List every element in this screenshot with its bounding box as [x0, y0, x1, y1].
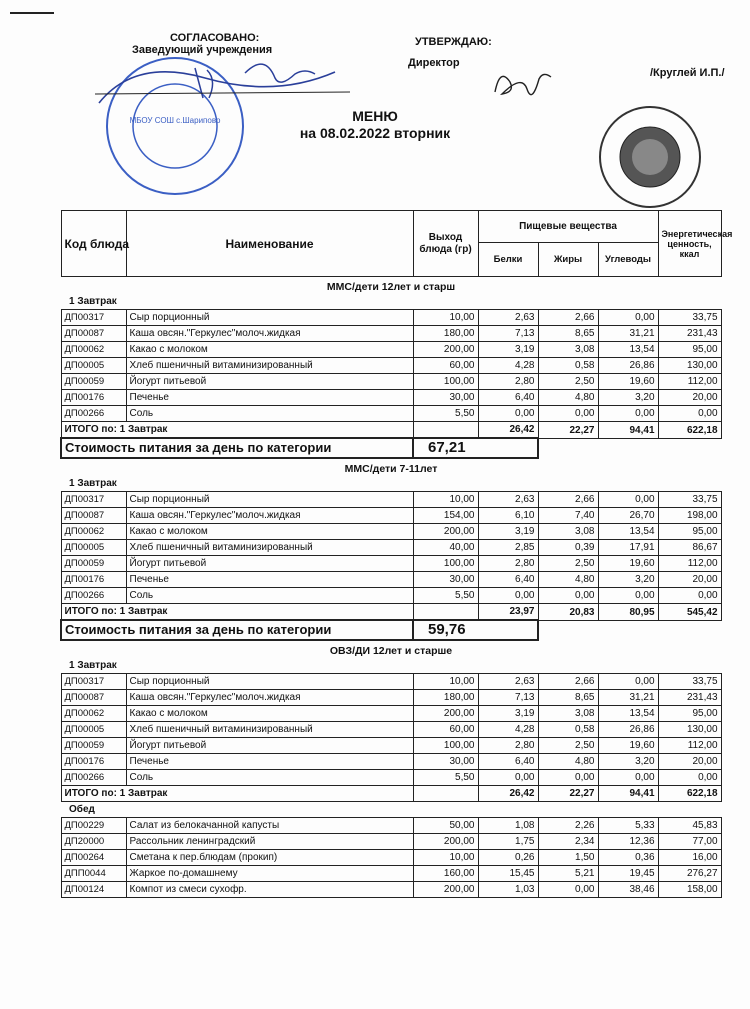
- table-row: [61, 556, 721, 572]
- approved-label: СОГЛАСОВАНО:: [170, 32, 260, 44]
- total-label: ИТОГО по: 1 Завтрак: [61, 786, 413, 802]
- dish-energy: 77,00: [658, 834, 721, 850]
- table-row: [61, 866, 721, 882]
- dish-output: 10,00: [413, 492, 478, 508]
- dish-output: 200,00: [413, 882, 478, 898]
- dish-energy: 0,00: [658, 406, 721, 422]
- dish-energy: 86,67: [658, 540, 721, 556]
- dish-code: ДП00087: [61, 508, 126, 524]
- dish-code: ДП00059: [61, 374, 126, 390]
- dish-protein: 4,28: [478, 722, 538, 738]
- cost-empty: [538, 438, 721, 458]
- dish-output: 160,00: [413, 866, 478, 882]
- dish-energy: 95,00: [658, 706, 721, 722]
- menu-table: [60, 210, 733, 898]
- dish-name: Салат из белокачанной капусты: [126, 818, 413, 834]
- dish-code: ДП00059: [61, 738, 126, 754]
- dish-fat: 8,65: [538, 326, 598, 342]
- dish-fat: 2,50: [538, 374, 598, 390]
- dish-carbs: 0,00: [598, 588, 658, 604]
- dish-name: Какао с молоком: [126, 524, 413, 540]
- cost-label: Стоимость питания за день по категории: [61, 620, 413, 640]
- total-fat: 20,83: [538, 604, 598, 621]
- dish-protein: 0,00: [478, 770, 538, 786]
- dish-output: 200,00: [413, 834, 478, 850]
- dish-energy: 16,00: [658, 850, 721, 866]
- dish-protein: 2,80: [478, 738, 538, 754]
- table-row: [61, 508, 721, 524]
- cost-row: [61, 438, 721, 458]
- dish-protein: 2,85: [478, 540, 538, 556]
- dish-carbs: 26,70: [598, 508, 658, 524]
- dish-code: ДП00317: [61, 674, 126, 690]
- dish-fat: 0,00: [538, 588, 598, 604]
- dish-protein: 7,13: [478, 326, 538, 342]
- dish-code: ДП00062: [61, 706, 126, 722]
- dish-energy: 112,00: [658, 738, 721, 754]
- cost-label: Стоимость питания за день по категории: [61, 438, 413, 458]
- dish-fat: 3,08: [538, 706, 598, 722]
- dish-fat: 2,66: [538, 674, 598, 690]
- table-row: [61, 738, 721, 754]
- dish-fat: 2,66: [538, 492, 598, 508]
- table-row: [61, 818, 721, 834]
- dish-fat: 0,39: [538, 540, 598, 556]
- dish-protein: 2,63: [478, 674, 538, 690]
- dish-name: Хлеб пшеничный витаминизированный: [126, 358, 413, 374]
- section-title: ММС/дети 12лет и старш: [326, 280, 456, 293]
- dish-fat: 4,80: [538, 754, 598, 770]
- director-label: Директор: [408, 57, 460, 69]
- dish-carbs: 5,33: [598, 818, 658, 834]
- table-row: [61, 540, 721, 556]
- meal-row: [61, 658, 721, 674]
- dish-protein: 15,45: [478, 866, 538, 882]
- dish-protein: 0,26: [478, 850, 538, 866]
- dish-protein: 1,08: [478, 818, 538, 834]
- dish-name: Печенье: [126, 572, 413, 588]
- dish-energy: 0,00: [658, 588, 721, 604]
- table-row: [61, 342, 721, 358]
- dish-fat: 3,08: [538, 524, 598, 540]
- dish-carbs: 19,60: [598, 374, 658, 390]
- dish-carbs: 0,00: [598, 674, 658, 690]
- table-row: [61, 358, 721, 374]
- dish-fat: 2,50: [538, 556, 598, 572]
- table-row: [61, 492, 721, 508]
- dish-name: Соль: [126, 770, 413, 786]
- dish-carbs: 0,00: [598, 492, 658, 508]
- dish-code: ДП00062: [61, 524, 126, 540]
- dish-name: Компот из смеси сухофр.: [126, 882, 413, 898]
- dish-code: ДП00317: [61, 310, 126, 326]
- meal-row: [61, 802, 721, 818]
- dish-code: ДП00124: [61, 882, 126, 898]
- meal-name: 1 Завтрак: [69, 477, 117, 489]
- dish-output: 100,00: [413, 738, 478, 754]
- dish-protein: 3,19: [478, 706, 538, 722]
- col-code: Код блюда: [61, 211, 126, 277]
- col-energy: Энергетическая ценность, ккал: [658, 211, 721, 277]
- dish-protein: 2,80: [478, 556, 538, 572]
- total-label: ИТОГО по: 1 Завтрак: [61, 604, 413, 621]
- stamp-text: МБОУ СОШ с.Шарипово: [129, 116, 221, 125]
- dish-energy: 231,43: [658, 326, 721, 342]
- dish-fat: 1,50: [538, 850, 598, 866]
- dish-name: Каша овсян."Геркулес"молоч.жидкая: [126, 690, 413, 706]
- col-fat: Жиры: [538, 243, 598, 277]
- col-output: Выход блюда (гр): [413, 211, 478, 277]
- director-signature: [490, 62, 560, 102]
- dish-output: 154,00: [413, 508, 478, 524]
- dish-fat: 5,21: [538, 866, 598, 882]
- dish-carbs: 13,54: [598, 706, 658, 722]
- dish-energy: 158,00: [658, 882, 721, 898]
- dish-name: Хлеб пшеничный витаминизированный: [126, 722, 413, 738]
- cost-row: [61, 620, 721, 640]
- table-row: [61, 374, 721, 390]
- dish-fat: 0,00: [538, 882, 598, 898]
- section-row: [61, 640, 721, 658]
- dish-carbs: 0,00: [598, 310, 658, 326]
- dish-carbs: 3,20: [598, 754, 658, 770]
- dish-output: 30,00: [413, 572, 478, 588]
- dish-name: Каша овсян."Геркулес"молоч.жидкая: [126, 508, 413, 524]
- table-row: [61, 588, 721, 604]
- total-energy: 622,18: [658, 422, 721, 439]
- dish-protein: 0,00: [478, 406, 538, 422]
- dish-name: Йогурт питьевой: [126, 374, 413, 390]
- dish-energy: 198,00: [658, 508, 721, 524]
- dish-protein: 6,40: [478, 572, 538, 588]
- dish-code: ДП00266: [61, 770, 126, 786]
- dish-name: Йогурт питьевой: [126, 556, 413, 572]
- dish-carbs: 12,36: [598, 834, 658, 850]
- confirm-label: УТВЕРЖДАЮ:: [415, 36, 492, 48]
- director-name: /Круглей И.П./: [650, 67, 725, 79]
- dish-name: Рассольник ленинградский: [126, 834, 413, 850]
- meal-row: [61, 294, 721, 310]
- cost-value: 67,21: [413, 438, 538, 458]
- dish-energy: 112,00: [658, 556, 721, 572]
- dish-protein: 7,13: [478, 690, 538, 706]
- dish-protein: 0,00: [478, 588, 538, 604]
- total-output-empty: [413, 422, 478, 439]
- dish-fat: 3,08: [538, 342, 598, 358]
- cost-empty: [538, 620, 721, 640]
- table-row: [61, 850, 721, 866]
- dish-output: 60,00: [413, 358, 478, 374]
- dish-carbs: 26,86: [598, 722, 658, 738]
- total-carbs: 80,95: [598, 604, 658, 621]
- dish-name: Какао с молоком: [126, 706, 413, 722]
- dish-output: 10,00: [413, 674, 478, 690]
- total-protein: 23,97: [478, 604, 538, 621]
- dish-code: ДП00176: [61, 390, 126, 406]
- dish-output: 30,00: [413, 390, 478, 406]
- dish-output: 5,50: [413, 406, 478, 422]
- dish-code: ДП00264: [61, 850, 126, 866]
- dish-protein: 1,75: [478, 834, 538, 850]
- table-row: [61, 572, 721, 588]
- dish-output: 200,00: [413, 706, 478, 722]
- table-row: [61, 882, 721, 898]
- dish-protein: 2,80: [478, 374, 538, 390]
- dish-name: Соль: [126, 406, 413, 422]
- dish-energy: 33,75: [658, 492, 721, 508]
- dish-name: Печенье: [126, 390, 413, 406]
- dish-protein: 2,63: [478, 492, 538, 508]
- table-row: [61, 690, 721, 706]
- dish-fat: 2,34: [538, 834, 598, 850]
- total-output-empty: [413, 786, 478, 802]
- meal-name: 1 Завтрак: [69, 659, 117, 671]
- dish-output: 50,00: [413, 818, 478, 834]
- dish-protein: 6,10: [478, 508, 538, 524]
- table-row: [61, 834, 721, 850]
- dish-energy: 33,75: [658, 674, 721, 690]
- total-protein: 26,42: [478, 786, 538, 802]
- dish-carbs: 3,20: [598, 572, 658, 588]
- col-name: Наименование: [126, 211, 413, 277]
- dish-energy: 20,00: [658, 754, 721, 770]
- dish-energy: 95,00: [658, 342, 721, 358]
- dish-output: 5,50: [413, 770, 478, 786]
- dish-carbs: 19,45: [598, 866, 658, 882]
- dish-carbs: 38,46: [598, 882, 658, 898]
- dish-code: ДП00176: [61, 572, 126, 588]
- dish-code: ДП00005: [61, 540, 126, 556]
- dish-name: Печенье: [126, 754, 413, 770]
- table-row: [61, 754, 721, 770]
- dish-carbs: 31,21: [598, 690, 658, 706]
- dish-energy: 20,00: [658, 572, 721, 588]
- dish-carbs: 13,54: [598, 342, 658, 358]
- dish-fat: 2,50: [538, 738, 598, 754]
- menu-title: МЕНЮ: [352, 108, 398, 124]
- table-row: [61, 524, 721, 540]
- dish-protein: 4,28: [478, 358, 538, 374]
- dish-fat: 2,26: [538, 818, 598, 834]
- cost-value: 59,76: [413, 620, 538, 640]
- total-energy: 622,18: [658, 786, 721, 802]
- dish-fat: 0,00: [538, 770, 598, 786]
- dish-energy: 130,00: [658, 722, 721, 738]
- dish-code: ДП00229: [61, 818, 126, 834]
- dish-energy: 0,00: [658, 770, 721, 786]
- dish-fat: 0,00: [538, 406, 598, 422]
- table-row: [61, 722, 721, 738]
- total-row: [61, 422, 721, 439]
- dish-carbs: 19,60: [598, 556, 658, 572]
- dish-name: Сыр порционный: [126, 310, 413, 326]
- dish-energy: 45,83: [658, 818, 721, 834]
- dish-code: ДП00062: [61, 342, 126, 358]
- dish-protein: 6,40: [478, 754, 538, 770]
- dish-energy: 33,75: [658, 310, 721, 326]
- dish-energy: 276,27: [658, 866, 721, 882]
- dish-output: 100,00: [413, 556, 478, 572]
- dish-protein: 2,63: [478, 310, 538, 326]
- section-row: [61, 458, 721, 476]
- col-protein: Белки: [478, 243, 538, 277]
- dish-name: Жаркое по-домашнему: [126, 866, 413, 882]
- total-carbs: 94,41: [598, 786, 658, 802]
- dish-carbs: 17,91: [598, 540, 658, 556]
- dish-output: 180,00: [413, 326, 478, 342]
- dish-output: 10,00: [413, 850, 478, 866]
- total-row: [61, 604, 721, 621]
- dish-fat: 2,66: [538, 310, 598, 326]
- col-nutrients: Пищевые вещества: [478, 211, 658, 243]
- dish-protein: 3,19: [478, 342, 538, 358]
- dish-carbs: 0,00: [598, 770, 658, 786]
- table-row: [61, 390, 721, 406]
- meal-row: [61, 476, 721, 492]
- dish-carbs: 26,86: [598, 358, 658, 374]
- dish-code: ДП00266: [61, 588, 126, 604]
- dish-energy: 231,43: [658, 690, 721, 706]
- dish-code: ДП00176: [61, 754, 126, 770]
- dish-carbs: 0,00: [598, 406, 658, 422]
- total-carbs: 94,41: [598, 422, 658, 439]
- dish-fat: 4,80: [538, 572, 598, 588]
- table-row: [61, 310, 721, 326]
- dish-fat: 4,80: [538, 390, 598, 406]
- dish-output: 200,00: [413, 342, 478, 358]
- dish-name: Сыр порционный: [126, 674, 413, 690]
- dish-output: 200,00: [413, 524, 478, 540]
- dish-protein: 6,40: [478, 390, 538, 406]
- approved-role: Заведующий учреждения: [132, 44, 273, 56]
- dish-name: Сыр порционный: [126, 492, 413, 508]
- dish-name: Йогурт питьевой: [126, 738, 413, 754]
- total-fat: 22,27: [538, 422, 598, 439]
- dish-code: ДП00005: [61, 358, 126, 374]
- table-row: [61, 674, 721, 690]
- dish-fat: 7,40: [538, 508, 598, 524]
- dish-name: Какао с молоком: [126, 342, 413, 358]
- dish-output: 5,50: [413, 588, 478, 604]
- dish-energy: 95,00: [658, 524, 721, 540]
- col-carbs: Углеводы: [598, 243, 658, 277]
- dish-code: ДП00059: [61, 556, 126, 572]
- section-row: [61, 277, 721, 295]
- meal-name: 1 Завтрак: [69, 295, 117, 307]
- section-title: ОВЗ/ДИ 12лет и старше: [329, 644, 453, 657]
- total-fat: 22,27: [538, 786, 598, 802]
- dish-code: ДП00266: [61, 406, 126, 422]
- dish-output: 40,00: [413, 540, 478, 556]
- total-energy: 545,42: [658, 604, 721, 621]
- dish-energy: 20,00: [658, 390, 721, 406]
- dish-name: Соль: [126, 588, 413, 604]
- table-row: [61, 326, 721, 342]
- corner-mark: [10, 12, 54, 14]
- dish-code: ДП00317: [61, 492, 126, 508]
- dish-output: 10,00: [413, 310, 478, 326]
- total-output-empty: [413, 604, 478, 621]
- meal-name: Обед: [69, 803, 95, 815]
- total-label: ИТОГО по: 1 Завтрак: [61, 422, 413, 439]
- dish-energy: 112,00: [658, 374, 721, 390]
- dish-code: ДП00087: [61, 690, 126, 706]
- dish-code: ДП00005: [61, 722, 126, 738]
- dish-code: ДП20000: [61, 834, 126, 850]
- table-row: [61, 406, 721, 422]
- dish-protein: 1,03: [478, 882, 538, 898]
- dish-carbs: 31,21: [598, 326, 658, 342]
- dish-name: Сметана к пер.блюдам (прокип): [126, 850, 413, 866]
- dish-output: 180,00: [413, 690, 478, 706]
- dish-carbs: 3,20: [598, 390, 658, 406]
- total-protein: 26,42: [478, 422, 538, 439]
- dish-code: ДП00087: [61, 326, 126, 342]
- dish-output: 60,00: [413, 722, 478, 738]
- dish-name: Хлеб пшеничный витаминизированный: [126, 540, 413, 556]
- section-title: ММС/дети 7-11лет: [344, 462, 438, 475]
- dish-fat: 0,58: [538, 358, 598, 374]
- dish-fat: 0,58: [538, 722, 598, 738]
- dish-name: Каша овсян."Геркулес"молоч.жидкая: [126, 326, 413, 342]
- dish-output: 100,00: [413, 374, 478, 390]
- dish-code: ДПП0044: [61, 866, 126, 882]
- dish-carbs: 13,54: [598, 524, 658, 540]
- total-row: [61, 786, 721, 802]
- dish-carbs: 0,36: [598, 850, 658, 866]
- dish-protein: 3,19: [478, 524, 538, 540]
- dish-fat: 8,65: [538, 690, 598, 706]
- dish-carbs: 19,60: [598, 738, 658, 754]
- table-row: [61, 706, 721, 722]
- menu-date: на 08.02.2022 вторник: [299, 125, 451, 141]
- dish-energy: 130,00: [658, 358, 721, 374]
- dish-output: 30,00: [413, 754, 478, 770]
- table-row: [61, 770, 721, 786]
